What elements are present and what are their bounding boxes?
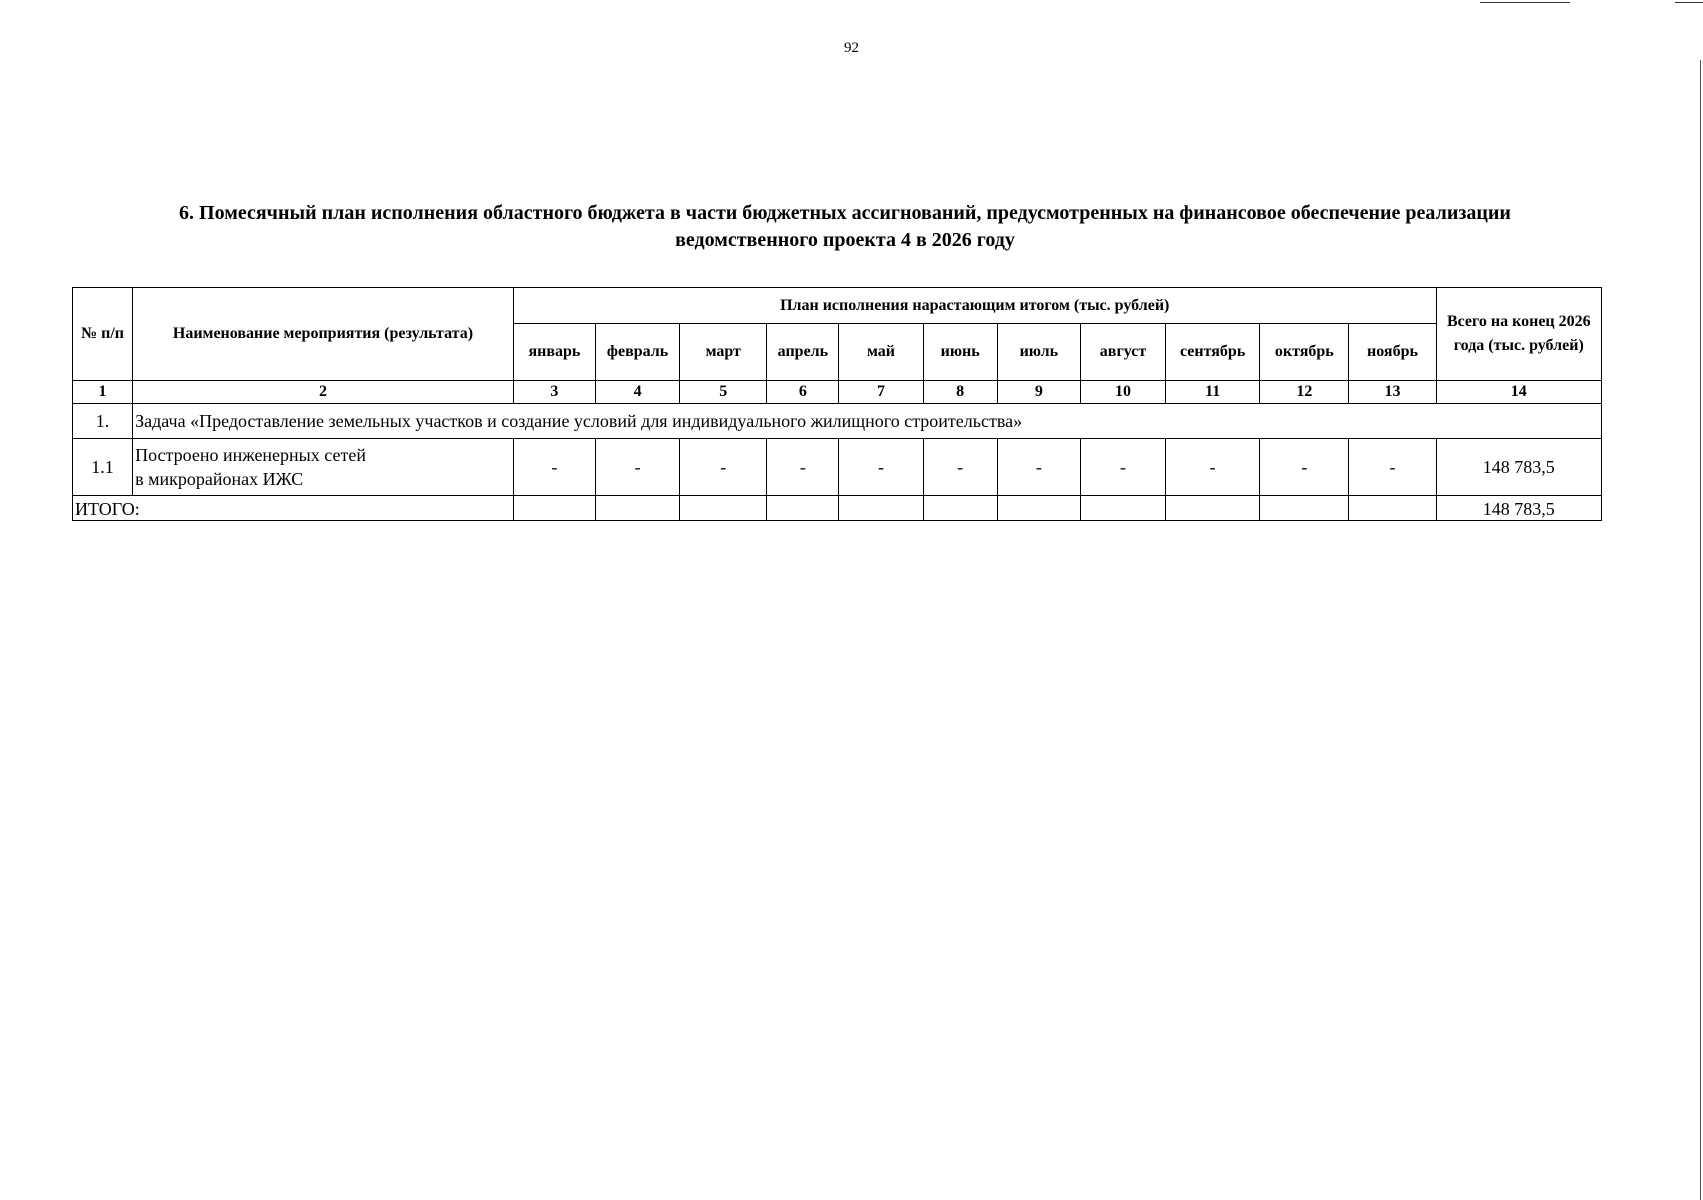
- monthly-value: -: [513, 439, 595, 496]
- result-num: 1.1: [73, 439, 133, 496]
- month-header: март: [680, 324, 767, 381]
- result-name: [133, 439, 514, 496]
- monthly-value: -: [1080, 439, 1165, 496]
- month-header: февраль: [596, 324, 680, 381]
- column-number: 9: [997, 381, 1080, 404]
- task-row: [73, 404, 1602, 439]
- header-name: Наименование мероприятия (результата): [133, 288, 514, 381]
- scan-artifact-edge: [1700, 60, 1701, 1200]
- column-number: 12: [1260, 381, 1349, 404]
- result-name-line-1: Построено инженерных сетей: [135, 445, 366, 465]
- result-total: 148 783,5: [1436, 439, 1601, 496]
- title-line-2: ведомственного проекта 4 в 2026 году: [675, 229, 1015, 251]
- column-number-row: [73, 381, 1602, 404]
- total-empty-cell: [923, 496, 997, 521]
- total-empty-cell: [767, 496, 839, 521]
- column-number: 5: [680, 381, 767, 404]
- total-empty-cell: [680, 496, 767, 521]
- month-header: апрель: [767, 324, 839, 381]
- page-number: 92: [844, 40, 859, 56]
- result-name-line-2: в микрорайонах ИЖС: [135, 469, 304, 489]
- scan-artifact-line: [1480, 2, 1570, 3]
- header-row-1: [73, 288, 1602, 324]
- total-empty-cell: [839, 496, 923, 521]
- column-number: 10: [1080, 381, 1165, 404]
- header-plan-group: План исполнения нарастающим итогом (тыс. рублей): [513, 288, 1436, 324]
- total-empty-cell: [1260, 496, 1349, 521]
- month-header: январь: [513, 324, 595, 381]
- month-header: сентябрь: [1166, 324, 1260, 381]
- title-line-1: 6. Помесячный план исполнения областного бюджета в части бюджетных ассигнований, предусмотренных на финансовое обеспечение реализации: [179, 202, 1511, 224]
- column-number: 14: [1436, 381, 1601, 404]
- column-number: 7: [839, 381, 923, 404]
- column-number: 8: [923, 381, 997, 404]
- monthly-value: -: [839, 439, 923, 496]
- monthly-value: -: [1260, 439, 1349, 496]
- task-num: 1.: [73, 404, 133, 439]
- total-empty-cell: [513, 496, 595, 521]
- month-header: август: [1080, 324, 1165, 381]
- header-total: Всего на конец 2026 года (тыс. рублей): [1436, 288, 1601, 381]
- total-empty-cell: [596, 496, 680, 521]
- monthly-value: -: [1166, 439, 1260, 496]
- column-number: 1: [73, 381, 133, 404]
- monthly-value: -: [923, 439, 997, 496]
- column-number: 3: [513, 381, 595, 404]
- month-header: ноябрь: [1349, 324, 1436, 381]
- month-header: июнь: [923, 324, 997, 381]
- monthly-value: -: [997, 439, 1080, 496]
- total-label: ИТОГО:: [73, 496, 514, 521]
- budget-plan-table: [72, 287, 1602, 521]
- monthly-value: -: [680, 439, 767, 496]
- column-number: 6: [767, 381, 839, 404]
- grand-total: 148 783,5: [1436, 496, 1601, 521]
- column-number: 4: [596, 381, 680, 404]
- column-number: 2: [133, 381, 514, 404]
- header-num: № п/п: [73, 288, 133, 381]
- column-number: 11: [1166, 381, 1260, 404]
- column-number: 13: [1349, 381, 1436, 404]
- total-empty-cell: [1080, 496, 1165, 521]
- task-text: Задача «Предоставление земельных участков и создание условий для индивидуального жилищного строительства»: [133, 404, 1602, 439]
- month-header: октябрь: [1260, 324, 1349, 381]
- total-row: [73, 496, 1602, 521]
- total-empty-cell: [1166, 496, 1260, 521]
- monthly-value: -: [767, 439, 839, 496]
- monthly-value: -: [596, 439, 680, 496]
- scan-artifact-line: [1675, 2, 1703, 3]
- document-title: [80, 200, 1610, 254]
- total-empty-cell: [1349, 496, 1436, 521]
- monthly-value: -: [1349, 439, 1436, 496]
- month-header: май: [839, 324, 923, 381]
- total-empty-cell: [997, 496, 1080, 521]
- month-header: июль: [997, 324, 1080, 381]
- result-row: [73, 439, 1602, 496]
